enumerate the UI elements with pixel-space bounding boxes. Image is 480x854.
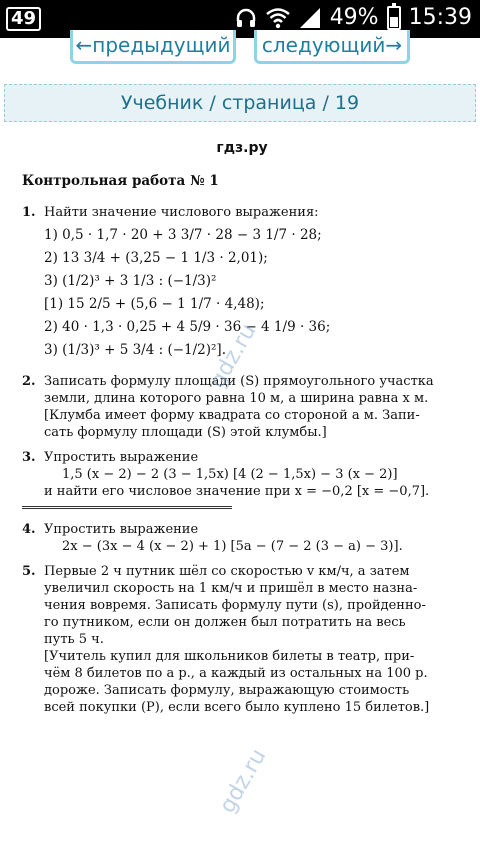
task-text: Найти значение числового выражения: bbox=[44, 205, 319, 220]
task-number: 1. bbox=[22, 205, 36, 220]
page-navigation bbox=[0, 33, 480, 70]
battery-level bbox=[390, 17, 398, 27]
watermark: gdz.ru bbox=[215, 744, 272, 818]
expression: 3) (1/3)³ + 5 3/4 : (−1/2)²]. bbox=[44, 342, 226, 358]
task-text: го путником, если он должен был потратить на весь bbox=[44, 615, 406, 630]
task-text: Упростить выражение bbox=[44, 450, 199, 465]
expression: 1) 0,5 · 1,7 · 20 + 3 3/7 · 28 − 3 1/7 · 28; bbox=[44, 227, 322, 243]
task-number: 4. bbox=[22, 522, 36, 537]
signal-icon bbox=[298, 6, 322, 30]
headphones-icon bbox=[234, 6, 258, 30]
task-text: и найти его числовое значение при x = −0,2 [x = −0,7]. bbox=[44, 484, 430, 499]
task-text: земли, длина которого равна 10 м, а ширина равна x м. bbox=[44, 391, 429, 406]
expression: [1) 15 2/5 + (5,6 − 1 1/7 · 4,48); bbox=[44, 296, 265, 312]
battery-icon bbox=[387, 6, 401, 30]
section-divider bbox=[22, 506, 232, 509]
expression: 3) (1/2)³ + 3 1/3 : (−1/3)² bbox=[44, 273, 217, 289]
task-text: [Учитель купил для школьников билеты в театр, при- bbox=[44, 649, 415, 664]
task-5 bbox=[22, 563, 462, 716]
task-text: Упростить выражение bbox=[44, 522, 199, 537]
task-number: 3. bbox=[22, 450, 36, 465]
task-text: сать формулу площади (S) этой клумбы.] bbox=[44, 425, 327, 440]
wifi-icon bbox=[266, 6, 290, 30]
breadcrumb[interactable]: Учебник / страница / 19 bbox=[4, 84, 476, 122]
task-text: [Клумба имеет форму квадрата со стороной a м. Запи- bbox=[44, 408, 420, 423]
notification-count-icon: 49 bbox=[6, 7, 41, 31]
clock: 15:39 bbox=[408, 5, 472, 30]
task-2 bbox=[22, 373, 462, 441]
task-4 bbox=[22, 521, 462, 555]
expression: 1,5 (x − 2) − 2 (3 − 1,5x) [4 (2 − 1,5x) − 3 (x − 2)] bbox=[62, 467, 398, 482]
task-text: дороже. Записать формулу, выражающую стоимость bbox=[44, 683, 410, 698]
task-text: чения вовремя. Записать формулу пути (s), пройденно- bbox=[44, 598, 426, 613]
task-text: увеличил скорость на 1 км/ч и пришёл в место назна- bbox=[44, 581, 418, 596]
previous-button[interactable]: ←предыдущий bbox=[70, 30, 236, 64]
task-3 bbox=[22, 449, 462, 500]
task-number: 2. bbox=[22, 374, 36, 389]
battery-percent: 49% bbox=[329, 5, 379, 30]
page-title: Контрольная работа № 1 bbox=[22, 173, 219, 189]
task-text: чём 8 билетов по a р., а каждый из остальных на 100 р. bbox=[44, 666, 428, 681]
expression: 2) 40 · 1,3 · 0,25 + 4 5/9 · 36 − 4 1/9 · 36; bbox=[44, 319, 331, 335]
next-button[interactable]: следующий→ bbox=[254, 30, 410, 64]
task-text: всей покупки (P), если всего было куплено 15 билетов.] bbox=[44, 700, 430, 715]
task-text: Первые 2 ч путник шёл со скоростью v км/ч, а затем bbox=[44, 564, 410, 579]
task-number: 5. bbox=[22, 564, 36, 579]
watermark: gdz.ru bbox=[205, 319, 262, 393]
textbook-page bbox=[22, 136, 462, 716]
task-text: путь 5 ч. bbox=[44, 632, 104, 647]
site-label: гдз.ру bbox=[216, 140, 268, 156]
expression: 2) 13 3/4 + (3,25 − 1 1/3 · 2,01); bbox=[44, 250, 268, 266]
task-text: Записать формулу площади (S) прямоугольного участка bbox=[44, 374, 434, 389]
expression: 2x − (3x − 4 (x − 2) + 1) [5a − (7 − 2 (3 − a) − 3)]. bbox=[62, 539, 403, 554]
